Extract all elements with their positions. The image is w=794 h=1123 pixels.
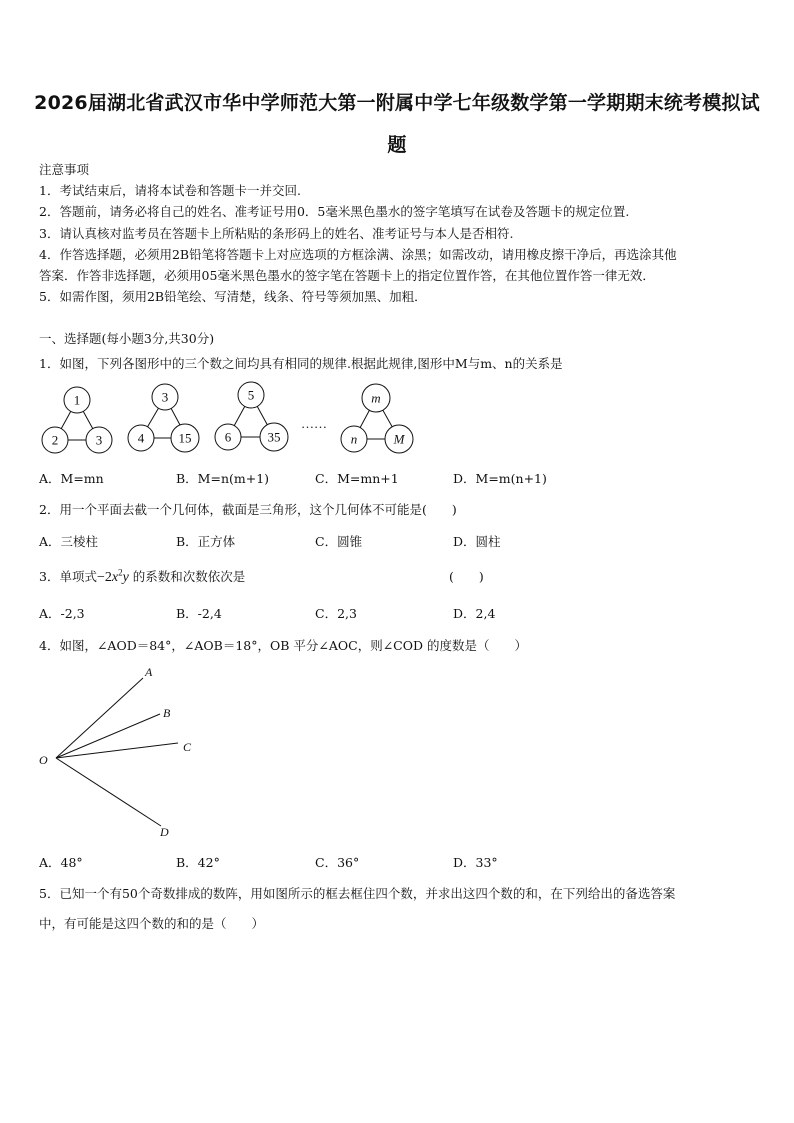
notice-item: 2．答题前，请务必将自己的姓名、准考证号用0．5毫米黑色墨水的签字笔填写在试卷及答题卡的规定位置. <box>39 204 630 219</box>
notice-item: 3．请认真核对监考员在答题卡上所粘贴的条形码上的姓名、准考证号与本人是否相符. <box>39 226 514 241</box>
monomial-x: x <box>111 570 119 585</box>
option-c: C．36° <box>315 855 360 870</box>
option-b: B．-2,4 <box>176 606 222 621</box>
monomial-y: y <box>122 570 129 585</box>
triangle-3-left-value: 6 <box>224 429 232 445</box>
page-title: 2026届湖北省武汉市华中学师范大第一附属中学七年级数学第一学期期末统考模拟试 <box>34 92 760 114</box>
option-c: C．2,3 <box>315 606 357 621</box>
triangle-4-top-value: m <box>371 390 381 406</box>
monomial-expression <box>96 567 129 585</box>
notice-item: 答案．作答非选择题，必须用05毫米黑色墨水的签字笔在答题卡上的指定位置作答，在其他位置作答一律无效． <box>39 268 655 283</box>
option-a: A．48° <box>39 855 83 870</box>
monomial-coefficient: −2 <box>96 570 112 585</box>
notice-item: 1．考试结束后，请将本试卷和答题卡一并交回. <box>39 183 301 198</box>
point-a-label: A <box>145 665 153 679</box>
option-d: D．圆柱 <box>453 534 501 549</box>
question-3-stem-post: 的系数和次数依次是 <box>132 569 246 584</box>
page-title-continued: 题 <box>387 134 407 156</box>
notice-item: 4．作答选择题，必须用2B铅笔将答题卡上对应选项的方框涂满、涂黑；如需改动，请用橡皮擦干净后，再选涂其他 <box>39 247 677 262</box>
section-heading: 一、选择题(每小题3分,共30分) <box>39 331 215 346</box>
option-c: C．圆锥 <box>315 534 363 549</box>
option-b: B．M=n(m+1) <box>176 471 270 486</box>
triangle-3-right-value: 35 <box>267 429 281 445</box>
point-o-label: O <box>39 753 48 767</box>
triangle-2-left-value: 4 <box>137 430 145 446</box>
point-c-label: C <box>183 740 192 754</box>
triangle-4-right-value: M <box>393 431 405 447</box>
question-4-stem: 4．如图，∠AOD＝84°，∠AOB＝18°，OB 平分∠AOC，则∠COD 的度数是（ ） <box>39 638 527 653</box>
option-d: D．M=m(n+1) <box>453 471 547 486</box>
question-5-stem: 5．已知一个有50个奇数排成的数阵，用如图所示的框去框住四个数，并求出这四个数的和，在下列给出的备选答案 <box>39 886 676 901</box>
notice-item: 5．如需作图，须用2B铅笔绘、写清楚，线条、符号等须加黑、加粗． <box>39 289 427 304</box>
question-2-stem: 2．用一个平面去截一个几何体，截面是三角形，这个几何体不可能是( ) <box>39 502 457 517</box>
question-5-stem-continued: 中，有可能是这四个数的和的是（ ） <box>39 916 265 931</box>
option-a: A．三棱柱 <box>39 534 99 549</box>
option-a: A．M=mn <box>39 471 104 486</box>
option-d: D．2,4 <box>453 606 496 621</box>
option-c: C．M=mn+1 <box>315 471 399 486</box>
ray-oa <box>56 678 143 758</box>
triangle-1-left-value: 2 <box>51 432 59 448</box>
triangle-1-right-value: 3 <box>95 432 103 448</box>
triangle-2-right-value: 15 <box>178 430 192 446</box>
triangle-3-top-value: 5 <box>247 387 255 403</box>
option-b: B．42° <box>176 855 220 870</box>
point-b-label: B <box>163 706 171 720</box>
angle-figure <box>30 660 230 845</box>
triangle-2-top-value: 3 <box>161 389 169 405</box>
answer-paren: ( ) <box>449 569 484 584</box>
monomial-exponent: 2 <box>118 567 123 578</box>
triangle-pattern-figure <box>30 378 430 458</box>
notice-heading: 注意事项 <box>39 162 90 177</box>
point-d-label: D <box>160 825 169 839</box>
question-1-stem: 1．如图，下列各图形中的三个数之间均具有相同的规律.根据此规律,图形中M与m、n的关系是 <box>39 356 563 371</box>
option-a: A．-2,3 <box>39 606 85 621</box>
ray-od <box>56 758 161 826</box>
ellipsis-dots: …… <box>301 416 327 431</box>
triangle-1-top-value: 1 <box>73 392 81 408</box>
option-b: B．正方体 <box>176 534 236 549</box>
triangle-4-left-value: n <box>350 431 358 447</box>
question-3-stem <box>39 567 245 586</box>
option-d: D．33° <box>453 855 498 870</box>
question-3-stem-pre: 3．单项式 <box>39 569 97 584</box>
